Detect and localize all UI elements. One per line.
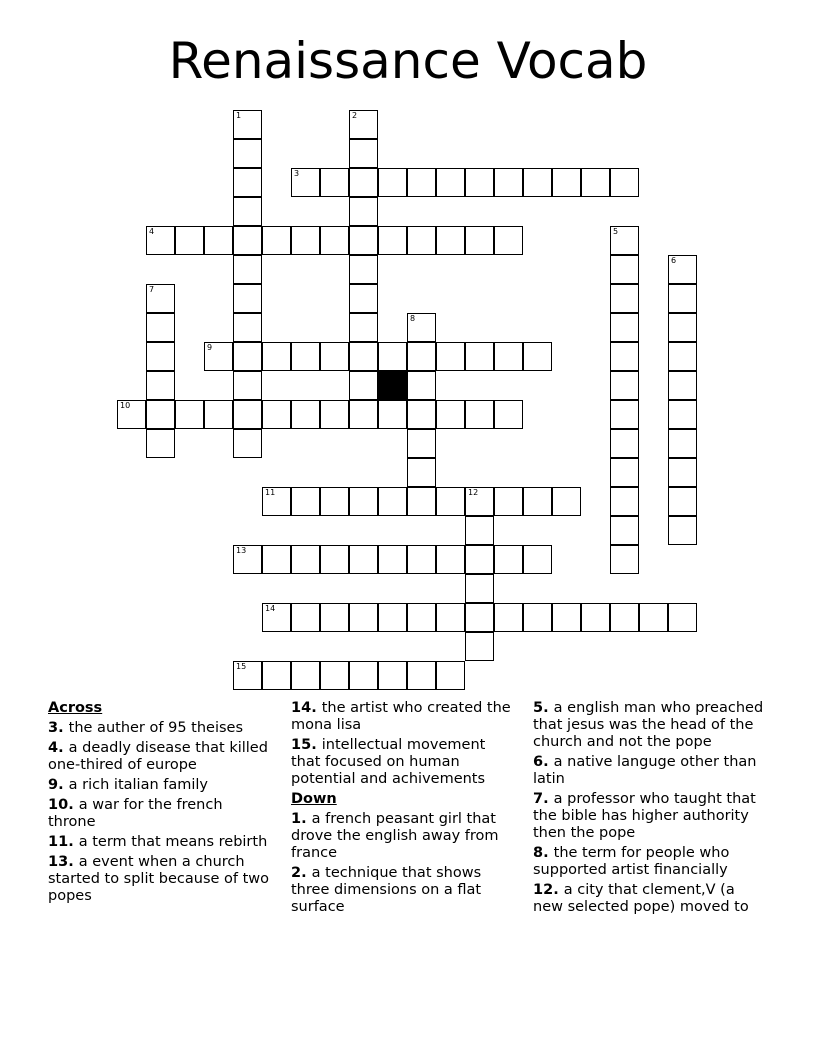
grid-cell[interactable] — [378, 487, 407, 516]
clue-dot: . — [58, 740, 69, 756]
clue-dot: . — [543, 791, 554, 807]
page-title: Renaissance Vocab — [168, 32, 648, 90]
grid-cell[interactable] — [262, 342, 291, 371]
grid-cell[interactable] — [523, 342, 552, 371]
cell-number: 13 — [236, 546, 247, 555]
grid-cell[interactable] — [175, 400, 204, 429]
clue-text: a french peasant girl that drove the english away from france — [291, 811, 499, 861]
grid-cell[interactable] — [407, 429, 436, 458]
grid-cell[interactable] — [349, 400, 378, 429]
clue-across-10 — [48, 797, 273, 831]
grid-cell[interactable] — [494, 400, 523, 429]
cell-number: 14 — [265, 604, 276, 613]
grid-cell[interactable] — [610, 516, 639, 545]
grid-cell[interactable] — [262, 487, 291, 516]
grid-cell[interactable] — [378, 661, 407, 690]
clue-dot: . — [311, 737, 322, 753]
grid-cell[interactable] — [668, 313, 697, 342]
grid-cell[interactable] — [349, 168, 378, 197]
clue-text: the artist who created the mona lisa — [291, 700, 511, 733]
grid-cell[interactable] — [465, 168, 494, 197]
grid-cell[interactable] — [407, 661, 436, 690]
cell-number: 7 — [149, 285, 155, 294]
grid-cell[interactable] — [465, 342, 494, 371]
grid-cell[interactable] — [262, 226, 291, 255]
grid-cell[interactable] — [610, 284, 639, 313]
clue-across-3 — [48, 720, 273, 737]
clues-column-2 — [291, 700, 516, 919]
grid-cell[interactable] — [436, 661, 465, 690]
clue-text: a term that means rebirth — [78, 834, 268, 850]
clue-dot: . — [68, 834, 79, 850]
clue-dot: . — [58, 777, 69, 793]
grid-cell[interactable] — [291, 545, 320, 574]
grid-cell[interactable] — [610, 226, 639, 255]
grid-cell[interactable] — [320, 545, 349, 574]
grid-cell[interactable] — [320, 400, 349, 429]
grid-cell[interactable] — [117, 400, 146, 429]
grid-cell[interactable] — [610, 371, 639, 400]
grid-cell[interactable] — [436, 545, 465, 574]
grid-cell[interactable] — [262, 661, 291, 690]
grid-cell[interactable] — [146, 371, 175, 400]
clue-number: 11 — [48, 834, 69, 850]
grid-cell[interactable] — [320, 226, 349, 255]
clue-text: a technique that shows three dimensions on a flat surface — [291, 865, 482, 915]
grid-cell[interactable] — [610, 603, 639, 632]
clue-number: 5 — [533, 700, 544, 716]
grid-cell[interactable] — [465, 487, 494, 516]
grid-cell[interactable] — [610, 255, 639, 284]
grid-cell[interactable] — [552, 168, 581, 197]
grid-cell[interactable] — [668, 429, 697, 458]
clue-dot: . — [543, 845, 554, 861]
grid-cell[interactable] — [436, 603, 465, 632]
clue-number: 6 — [533, 754, 544, 770]
grid-cell[interactable] — [668, 603, 697, 632]
grid-cell[interactable] — [291, 168, 320, 197]
grid-cell[interactable] — [233, 545, 262, 574]
clue-across-9 — [48, 777, 273, 794]
grid-cell[interactable] — [233, 313, 262, 342]
grid-cell[interactable] — [291, 342, 320, 371]
grid-cell[interactable] — [581, 168, 610, 197]
clues-column-3 — [533, 700, 768, 919]
grid-cell[interactable] — [233, 226, 262, 255]
grid-cell[interactable] — [349, 371, 378, 400]
clue-number: 3 — [48, 720, 59, 736]
grid-cell[interactable] — [523, 487, 552, 516]
grid-cell[interactable] — [407, 458, 436, 487]
cell-number: 4 — [149, 227, 155, 236]
grid-cell[interactable] — [291, 661, 320, 690]
grid-cell[interactable] — [494, 545, 523, 574]
grid-cell[interactable] — [407, 168, 436, 197]
grid-cell[interactable] — [233, 139, 262, 168]
grid-cell[interactable] — [349, 313, 378, 342]
cell-number: 9 — [207, 343, 213, 352]
grid-cell[interactable] — [465, 545, 494, 574]
grid-cell[interactable] — [523, 168, 552, 197]
grid-cell[interactable] — [262, 545, 291, 574]
clue-dot: . — [553, 882, 564, 898]
clue-number: 4 — [48, 740, 59, 756]
clue-text: a native languge other than latin — [533, 754, 757, 787]
grid-cell[interactable] — [552, 603, 581, 632]
clue-text: a professor who taught that the bible has higher authority then the pope — [533, 791, 756, 841]
grid-cell[interactable] — [436, 168, 465, 197]
grid-cell[interactable] — [320, 342, 349, 371]
grid-cell[interactable] — [668, 400, 697, 429]
grid-cell[interactable] — [407, 342, 436, 371]
clue-dot: . — [543, 754, 554, 770]
down-header: Down — [291, 791, 337, 807]
grid-cell[interactable] — [146, 400, 175, 429]
clue-text: the auther of 95 theises — [68, 720, 244, 736]
grid-cell[interactable] — [233, 255, 262, 284]
grid-cell[interactable] — [378, 168, 407, 197]
grid-cell[interactable] — [320, 603, 349, 632]
grid-cell[interactable] — [552, 487, 581, 516]
grid-cell[interactable] — [610, 545, 639, 574]
grid-cell[interactable] — [465, 603, 494, 632]
grid-cell[interactable] — [378, 545, 407, 574]
grid-cell[interactable] — [233, 661, 262, 690]
grid-cell[interactable] — [610, 429, 639, 458]
grid-cell[interactable] — [146, 429, 175, 458]
clue-dot: . — [311, 700, 322, 716]
grid-cell[interactable] — [407, 371, 436, 400]
grid-cell[interactable] — [494, 603, 523, 632]
clue-across-11 — [48, 834, 273, 851]
grid-cell[interactable] — [291, 603, 320, 632]
grid-cell[interactable] — [610, 168, 639, 197]
grid-cell[interactable] — [407, 545, 436, 574]
clue-across-4 — [48, 740, 273, 774]
grid-cell[interactable] — [639, 603, 668, 632]
grid-cell[interactable] — [349, 139, 378, 168]
grid-cell[interactable] — [320, 168, 349, 197]
clue-dot: . — [301, 865, 312, 881]
cell-number: 12 — [468, 488, 479, 497]
grid-cell[interactable] — [436, 400, 465, 429]
clue-dot: . — [58, 720, 69, 736]
grid-cell[interactable] — [320, 487, 349, 516]
clue-number: 9 — [48, 777, 59, 793]
clue-number: 13 — [48, 854, 69, 870]
grid-cell[interactable] — [291, 226, 320, 255]
cell-number: 15 — [236, 662, 247, 671]
clue-text: a war for the french throne — [48, 797, 223, 830]
grid-cell[interactable] — [436, 226, 465, 255]
clue-text: a city that clement,V (a new selected pope) moved to — [533, 882, 749, 915]
grid-cell[interactable] — [436, 487, 465, 516]
clue-down-7 — [533, 791, 768, 842]
clue-text: the term for people who supported artist financially — [533, 845, 730, 878]
cell-number: 1 — [236, 111, 242, 120]
grid-cell[interactable] — [378, 342, 407, 371]
grid-cell[interactable] — [610, 458, 639, 487]
clue-down-2 — [291, 865, 516, 916]
grid-cell[interactable] — [523, 603, 552, 632]
grid-cell[interactable] — [407, 400, 436, 429]
clue-down-8 — [533, 845, 768, 879]
clue-text: a event when a church started to split because of two popes — [48, 854, 270, 904]
grid-cell[interactable] — [349, 545, 378, 574]
grid-cell[interactable] — [233, 284, 262, 313]
grid-cell[interactable] — [465, 516, 494, 545]
grid-cell[interactable] — [291, 400, 320, 429]
clue-number: 12 — [533, 882, 554, 898]
grid-cell[interactable] — [349, 284, 378, 313]
grid-cell[interactable] — [349, 603, 378, 632]
grid-cell[interactable] — [610, 400, 639, 429]
grid-cell[interactable] — [668, 487, 697, 516]
grid-cell[interactable] — [349, 255, 378, 284]
clue-number: 8 — [533, 845, 544, 861]
clue-dot: . — [543, 700, 554, 716]
grid-cell[interactable] — [349, 197, 378, 226]
grid-cell[interactable] — [610, 342, 639, 371]
grid-cell[interactable] — [175, 226, 204, 255]
clue-across-14 — [291, 700, 516, 734]
grid-cell[interactable] — [349, 226, 378, 255]
grid-cell[interactable] — [494, 487, 523, 516]
clue-dot: . — [301, 811, 312, 827]
clue-number: 15 — [291, 737, 312, 753]
grid-cell[interactable] — [407, 313, 436, 342]
black-cell — [378, 371, 407, 400]
grid-cell[interactable] — [465, 632, 494, 661]
clue-number: 7 — [533, 791, 544, 807]
clue-text: intellectual movement that focused on human potential and achivements — [291, 737, 486, 787]
clue-number: 10 — [48, 797, 69, 813]
grid-cell[interactable] — [668, 516, 697, 545]
grid-cell[interactable] — [320, 661, 349, 690]
clue-text: a deadly disease that killed one-thired of europe — [48, 740, 268, 773]
clue-number: 1 — [291, 811, 302, 827]
grid-cell[interactable] — [146, 313, 175, 342]
clue-across-13 — [48, 854, 273, 905]
grid-cell[interactable] — [407, 603, 436, 632]
grid-cell[interactable] — [262, 400, 291, 429]
grid-cell[interactable] — [465, 574, 494, 603]
grid-cell[interactable] — [146, 226, 175, 255]
clue-down-12 — [533, 882, 768, 916]
grid-cell[interactable] — [668, 371, 697, 400]
grid-cell[interactable] — [233, 429, 262, 458]
clue-down-5 — [533, 700, 768, 751]
grid-cell[interactable] — [291, 487, 320, 516]
grid-cell[interactable] — [610, 313, 639, 342]
clue-dot: . — [68, 854, 79, 870]
grid-cell[interactable] — [494, 342, 523, 371]
cell-number: 8 — [410, 314, 416, 323]
cell-number: 6 — [671, 256, 677, 265]
grid-cell[interactable] — [146, 342, 175, 371]
grid-cell[interactable] — [349, 487, 378, 516]
clue-across-15 — [291, 737, 516, 788]
grid-cell[interactable] — [204, 342, 233, 371]
grid-cell[interactable] — [610, 487, 639, 516]
clue-number: 2 — [291, 865, 302, 881]
grid-cell[interactable] — [668, 284, 697, 313]
grid-cell[interactable] — [523, 545, 552, 574]
cell-number: 11 — [265, 488, 276, 497]
grid-cell[interactable] — [407, 226, 436, 255]
grid-cell[interactable] — [349, 661, 378, 690]
cell-number: 10 — [120, 401, 131, 410]
grid-cell[interactable] — [436, 342, 465, 371]
grid-cell[interactable] — [233, 400, 262, 429]
grid-cell[interactable] — [465, 400, 494, 429]
grid-cell[interactable] — [407, 487, 436, 516]
grid-cell[interactable] — [668, 255, 697, 284]
grid-cell[interactable] — [668, 342, 697, 371]
grid-cell[interactable] — [378, 603, 407, 632]
grid-cell[interactable] — [233, 197, 262, 226]
clues-column-1 — [48, 700, 273, 908]
grid-cell[interactable] — [233, 168, 262, 197]
grid-cell[interactable] — [349, 110, 378, 139]
grid-cell[interactable] — [146, 284, 175, 313]
across-header: Across — [48, 700, 103, 716]
grid-cell[interactable] — [233, 342, 262, 371]
clue-text: a rich italian family — [68, 777, 209, 793]
grid-cell[interactable] — [233, 110, 262, 139]
grid-cell[interactable] — [465, 226, 494, 255]
clue-down-1 — [291, 811, 516, 862]
grid-cell[interactable] — [349, 342, 378, 371]
grid-cell[interactable] — [494, 226, 523, 255]
cell-number: 3 — [294, 169, 300, 178]
clue-text: a english man who preached that jesus was the head of the church and not the pope — [533, 700, 764, 750]
grid-cell[interactable] — [581, 603, 610, 632]
grid-cell[interactable] — [204, 226, 233, 255]
cell-number: 5 — [613, 227, 619, 236]
grid-cell[interactable] — [233, 371, 262, 400]
grid-cell[interactable] — [378, 400, 407, 429]
clue-down-6 — [533, 754, 768, 788]
clue-number: 14 — [291, 700, 312, 716]
grid-cell[interactable] — [494, 168, 523, 197]
clue-dot: . — [68, 797, 79, 813]
grid-cell[interactable] — [262, 603, 291, 632]
cell-number: 2 — [352, 111, 358, 120]
grid-cell[interactable] — [668, 458, 697, 487]
grid-cell[interactable] — [204, 400, 233, 429]
grid-cell[interactable] — [378, 226, 407, 255]
